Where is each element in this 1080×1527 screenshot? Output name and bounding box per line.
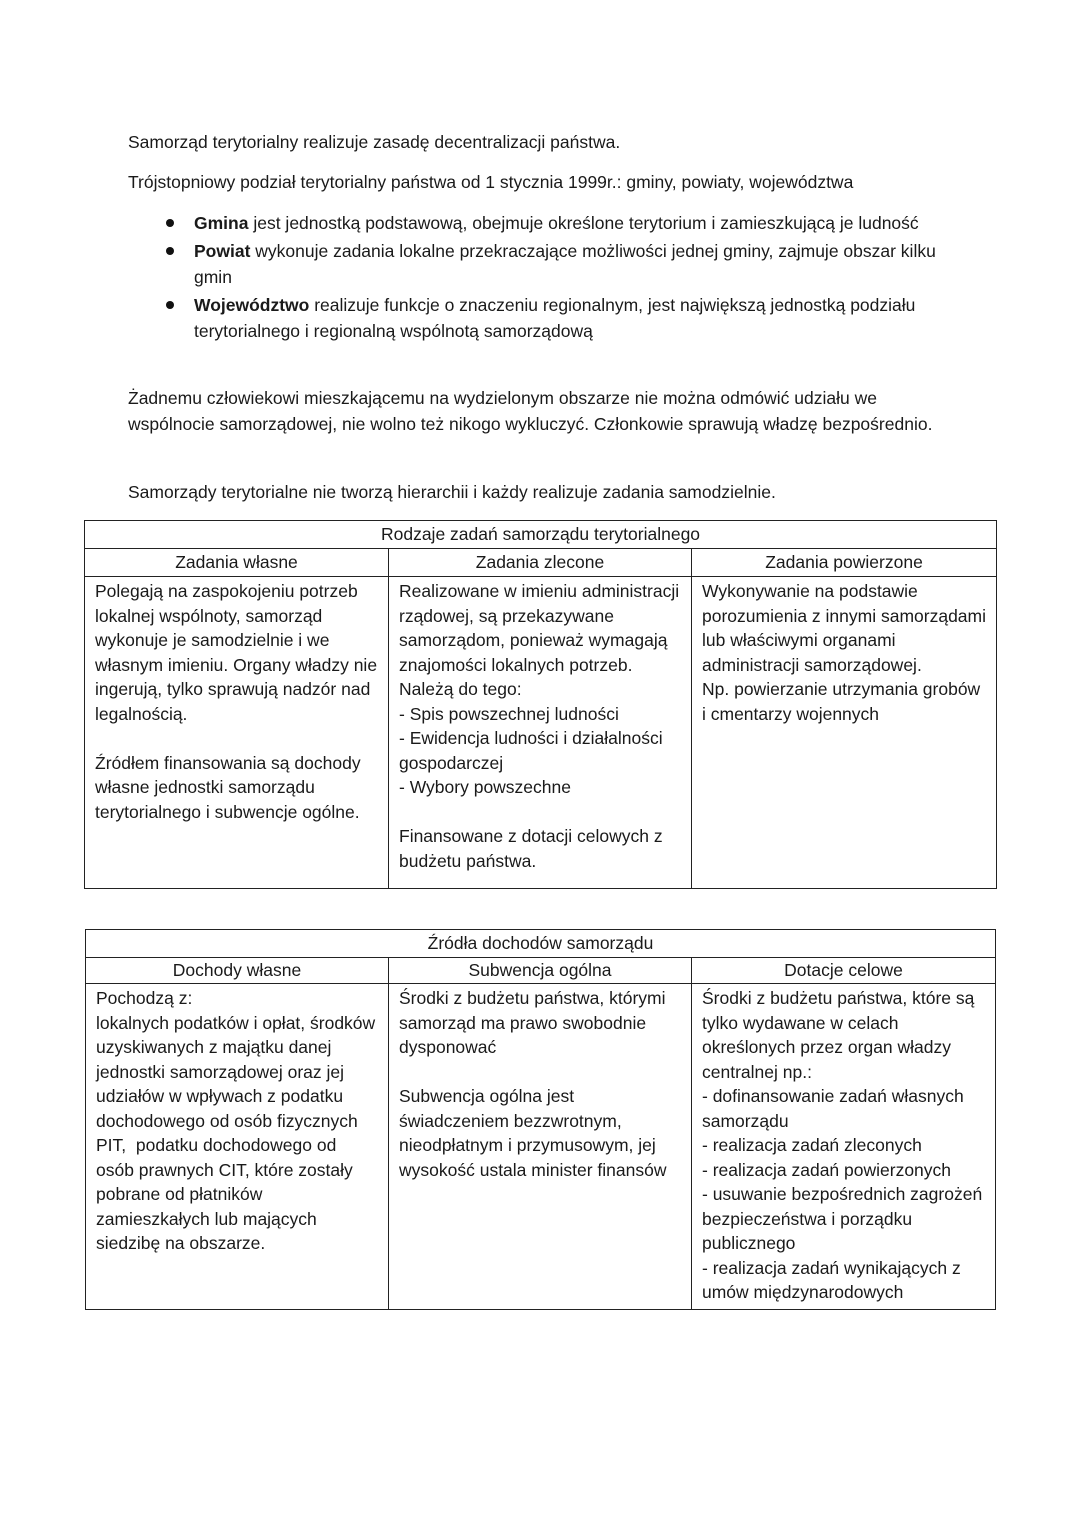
list-item-gmina bbox=[128, 210, 968, 236]
term-powiat: Powiat bbox=[194, 241, 251, 261]
intro-paragraph: Samorząd terytorialny realizuje zasadę decentralizacji państwa. bbox=[128, 132, 621, 152]
income-table bbox=[85, 929, 996, 1310]
list-item-wojewodztwo bbox=[128, 292, 968, 344]
targeted-grants-cell bbox=[692, 984, 996, 1310]
desc-powiat: wykonuje zadania lokalne przekraczające możliwości jednej gminy, zajmuje obszar kilku gmin bbox=[194, 241, 936, 287]
desc-gmina: jest jednostką podstawową, obejmuje określone terytorium i zamieszkującą je ludność bbox=[248, 213, 919, 233]
list-item: - Wybory powszechne bbox=[399, 777, 571, 797]
entrusted-tasks-cell bbox=[692, 577, 997, 889]
community-paragraph: Żadnemu człowiekowi mieszkającemu na wydzielonym obszarze nie można odmówić udziału we wspólnocie samorządowej, nie wolno też nikogo wykluczyć. Członkowie sprawują władzę bezpośrednio. bbox=[128, 388, 933, 434]
term-gmina: Gmina bbox=[194, 213, 249, 233]
table-row bbox=[86, 984, 996, 1310]
income-table-caption: Źródła dochodów samorządu bbox=[86, 930, 996, 958]
own-tasks-text: Polegają na zaspokojeniu potrzeb lokalnej wspólnoty, samorząd wykonuje je samodzielnie i we własnym imieniu. Organy władzy nie ingerują, tylko sprawują nadzór nad legalnością. bbox=[95, 581, 382, 724]
term-wojewodztwo: Województwo bbox=[194, 295, 310, 315]
tasks-table-caption: Rodzaje zadań samorządu terytorialnego bbox=[85, 521, 997, 549]
bullet-icon bbox=[166, 219, 174, 227]
list-item: - realizacja zadań powierzonych bbox=[702, 1159, 952, 1180]
list-item: - realizacja zadań wynikających z umów międzynarodowych bbox=[702, 1257, 966, 1302]
entrusted-tasks-text: Wykonywanie na podstawie porozumienia z innymi samorządami lub właściwymi organami administracji samorządowej. bbox=[702, 581, 991, 675]
header-targeted-grants: Dotacje celowe bbox=[692, 958, 996, 984]
own-income-intro: Pochodzą z: bbox=[96, 988, 193, 1008]
header-commissioned-tasks: Zadania zlecone bbox=[389, 549, 692, 577]
list-item: - Ewidencja ludności i działalności gospodarczej bbox=[399, 728, 668, 773]
list-item: - dofinansowanie zadań własnych samorządu bbox=[702, 1086, 969, 1131]
general-subsidy-cell bbox=[389, 984, 692, 1310]
header-own-tasks: Zadania własne bbox=[85, 549, 389, 577]
own-tasks-funding: Źródłem finansowania są dochody własne jednostki samorządu terytorialnego i subwencje ogólne. bbox=[95, 752, 366, 822]
list-item-powiat bbox=[128, 238, 968, 290]
header-own-income: Dochody własne bbox=[86, 958, 389, 984]
commissioned-tasks-cell bbox=[389, 577, 692, 889]
list-item: - Spis powszechnej ludności bbox=[399, 703, 619, 724]
list-item: - usuwanie bezpośrednich zagrożeń bezpieczeństwa i porządku publicznego bbox=[702, 1184, 988, 1253]
commissioned-tasks-text: Realizowane w imieniu administracji rządowej, są przekazywane samorządom, ponieważ wymagają znajomości lokalnych potrzeb. Należą do tego: bbox=[399, 581, 684, 699]
general-subsidy-text: Środki z budżetu państwa, którymi samorząd ma prawo swobodnie dysponować bbox=[399, 988, 671, 1057]
division-paragraph: Trójstopniowy podział terytorialny państwa od 1 stycznia 1999r.: gminy, powiaty, województwa bbox=[128, 172, 854, 192]
own-income-text: lokalnych podatków i opłat, środków uzyskiwanych z majątku danej jednostki samorządowej oraz jej udziałów w wpływach z podatku dochodowego od osób fizycznych PIT, podatku dochodowego od osób prawnych CIT, które zostały pobrane od płatników zamieszkałych lub mających siedzibę na obszarze. bbox=[96, 1012, 381, 1253]
targeted-grants-text: Środki z budżetu państwa, które są tylko wydawane w celach określonych przez organ władzy centralnej np.: bbox=[702, 988, 980, 1082]
own-tasks-cell bbox=[85, 577, 389, 889]
commissioned-tasks-funding: Finansowane z dotacji celowych z budżetu państwa. bbox=[399, 826, 668, 871]
own-income-cell bbox=[86, 984, 389, 1310]
header-general-subsidy: Subwencja ogólna bbox=[389, 958, 692, 984]
general-subsidy-detail: Subwencja ogólna jest świadczeniem bezzwrotnym, nieodpłatnym i przymusowym, jej wysokość ustala minister finansów bbox=[399, 1086, 667, 1180]
hierarchy-paragraph: Samorządy terytorialne nie tworzą hierarchii i każdy realizuje zadania samodzielnie. bbox=[128, 482, 776, 502]
bullet-icon bbox=[166, 301, 174, 309]
header-entrusted-tasks: Zadania powierzone bbox=[692, 549, 997, 577]
desc-wojewodztwo: realizuje funkcje o znaczeniu regionalnym, jest największą jednostką podziału terytorialnego i regionalną wspólnotą samorządową bbox=[194, 295, 916, 341]
tasks-table bbox=[84, 520, 997, 889]
table-row bbox=[85, 577, 997, 889]
bullet-icon bbox=[166, 247, 174, 255]
list-item: - realizacja zadań zleconych bbox=[702, 1135, 922, 1155]
unit-list bbox=[128, 210, 968, 346]
entrusted-tasks-example: Np. powierzanie utrzymania grobów i cmentarzy wojennych bbox=[702, 679, 986, 724]
